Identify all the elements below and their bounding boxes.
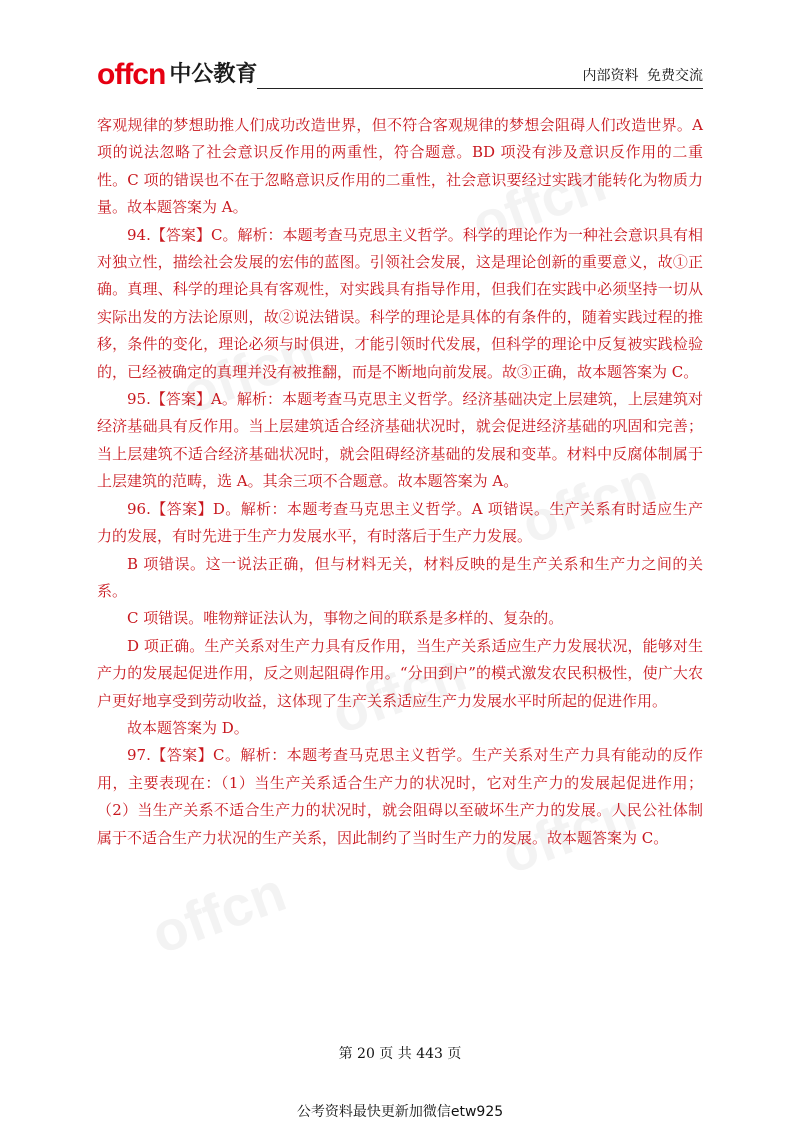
- paragraph-q94: 94.【答案】C。解析：本题考查马克思主义哲学。科学的理论作为一种社会意识具有相对独立性，描绘社会发展的宏伟的蓝图。引领社会发展，这是理论创新的重要意义，故①正确。真理、科学的理论具有客观性，对实践具有指导作用，但我们在实践中必须坚持一切从实际出发的方法论原则，故②说法错误。科学的理论是具体的有条件的，随着实践过程的推移，条件的变化，理论必须与时俱进，才能引领时代发展，但科学的理论中反复被实践检验的，已经被确定的真理并没有被推翻，而是不断地向前发展。故③正确，故本题答案为 C。: [97, 225, 703, 381]
- paragraph-q96-answer: 故本题答案为 D。: [127, 718, 249, 737]
- logo-latin-text: offcn: [97, 58, 166, 91]
- paragraph-q96-option-b: B 项错误。这一说法正确，但与材料无关，材料反映的是生产关系和生产力之间的关系。: [97, 554, 703, 600]
- offcn-logo: [97, 56, 257, 90]
- watermark-logo: offcn: [323, 639, 474, 746]
- watermark-logo: offcn: [463, 149, 614, 256]
- header-tagline: 内部资料 免费交流: [582, 68, 703, 84]
- paragraph-q96-option-d: D 项正确。生产关系对生产力具有反作用，当生产关系适应生产力发展状况，能够对生产力的发展起促进作用，反之则起阻碍作用。“分田到户”的模式激发农民积极性，使广大农户更好地享受到劳动收益，这体现了生产关系适应生产力发展水平时所起的促进作用。: [97, 636, 703, 710]
- paragraph-q96: 96.【答案】D。解析：本题考查马克思主义哲学。A 项错误。生产关系有时适应生产力的发展，有时先进于生产力发展水平，有时落后于生产力发展。: [97, 499, 703, 546]
- page-number: 第 20 页 共 443 页: [338, 1046, 462, 1062]
- watermark-logo: offcn: [173, 319, 324, 426]
- header-rule: [257, 88, 703, 89]
- watermark-logo: offcn: [493, 779, 644, 886]
- paragraph-q96-option-c: C 项错误。唯物辩证法认为，事物之间的联系是多样的、复杂的。: [127, 609, 564, 628]
- watermark-logo: offcn: [143, 859, 294, 966]
- watermark-logo: offcn: [513, 449, 664, 556]
- bottom-note: 公考资料最快更新加微信etw925: [296, 1104, 504, 1120]
- paragraph-q97: 97.【答案】C。解析：本题考查马克思主义哲学。生产关系对生产力具有能动的反作用，主要表现在：（1）当生产关系适合生产力的状况时，它对生产力的发展起促进作用；（2）当生产关系不适合生产力的状况时，就会阻碍以至破坏生产力的发展。人民公社体制属于不适合生产力状况的生产关系，因此制约了当时生产力的发展。故本题答案为 C。: [97, 746, 703, 847]
- paragraph-continuation: 客观规律的梦想助推人们成功改造世界，但不符合客观规律的梦想会阻碍人们改造世界。A 项的说法忽略了社会意识反作用的两重性，符合题意。BD 项没有涉及意识反作用的二重性。C 项的错误也不在于忽略意识反作用的二重性，社会意识要经过实践才能转化为物质力量。故本题答案为 A。: [97, 116, 703, 217]
- page-header: [97, 56, 703, 92]
- paragraph-q95: 95.【答案】A。解析：本题考查马克思主义哲学。经济基础决定上层建筑，上层建筑对经济基础具有反作用。当上层建筑适合经济基础状况时，就会促进经济基础的巩固和完善；当上层建筑不适合经济基础状况时，就会阻碍经济基础的发展和变革。材料中反腐体制属于上层建筑的范畴，选 A。其余三项不合题意。故本题答案为 A。: [97, 390, 703, 491]
- answer-content: [97, 112, 703, 852]
- logo-chinese-text: 中公教育: [169, 62, 258, 87]
